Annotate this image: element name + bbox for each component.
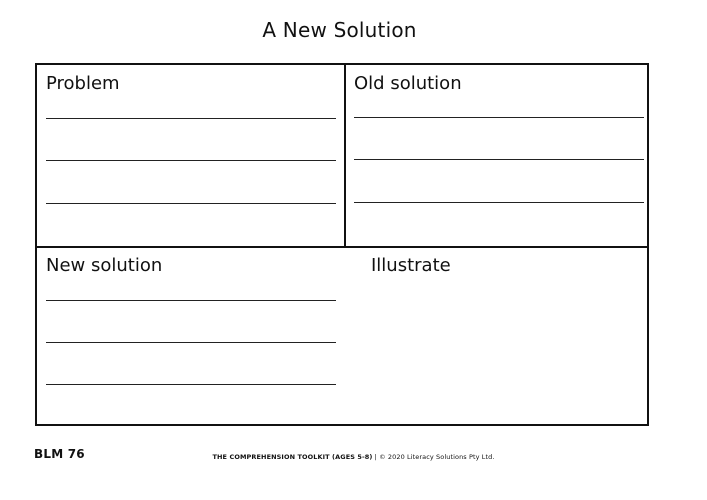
problem-label: Problem [46, 73, 120, 94]
new-solution-panel [37, 248, 357, 424]
old-solution-writing-line[interactable] [354, 159, 644, 160]
copyright-text: © 2020 Literacy Solutions Pty Ltd. [379, 453, 495, 461]
problem-writing-line[interactable] [46, 118, 336, 119]
new-solution-writing-line[interactable] [46, 300, 336, 301]
new-solution-label: New solution [46, 255, 163, 276]
illustrate-label: Illustrate [371, 255, 451, 276]
old-solution-writing-line[interactable] [354, 202, 644, 203]
old-solution-panel [346, 65, 647, 246]
worksheet-grid [35, 63, 649, 426]
footer-separator: | [374, 453, 377, 461]
old-solution-writing-line[interactable] [354, 117, 644, 118]
illustrate-panel[interactable] [357, 248, 647, 424]
blm-code: BLM 76 [34, 447, 85, 461]
problem-writing-line[interactable] [46, 203, 336, 204]
problem-writing-line[interactable] [46, 160, 336, 161]
book-title: THE COMPREHENSION TOOLKIT (AGES 5-8) [212, 453, 373, 461]
footer-credit [0, 453, 707, 461]
problem-panel [37, 65, 344, 246]
new-solution-writing-line[interactable] [46, 342, 336, 343]
new-solution-writing-line[interactable] [46, 384, 336, 385]
old-solution-label: Old solution [354, 73, 462, 94]
worksheet-title: A New Solution [262, 18, 417, 42]
